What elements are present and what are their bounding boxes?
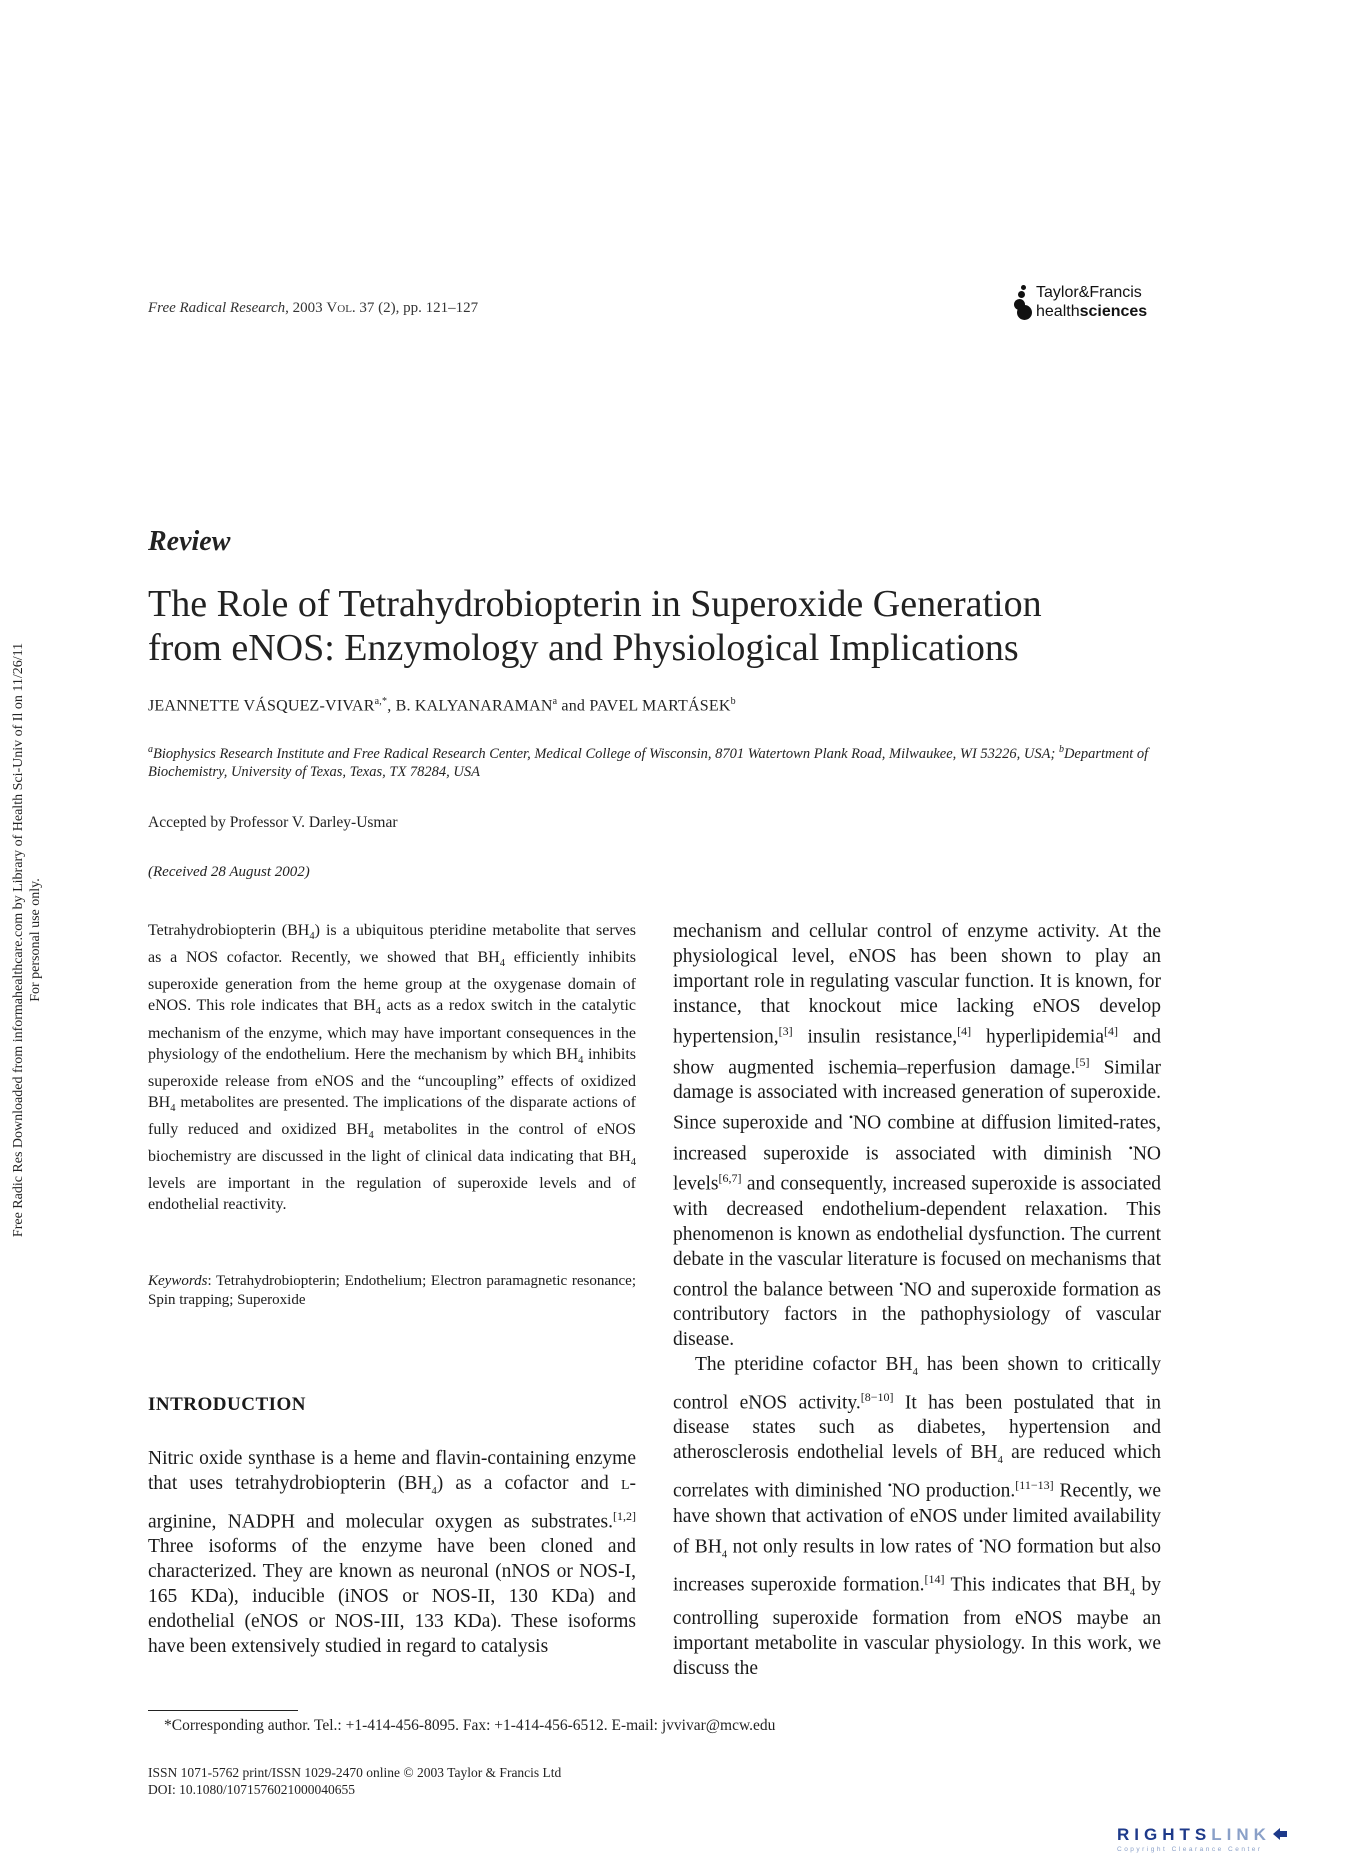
citation-ref[interactable]: [4]	[957, 1024, 972, 1038]
received-date: (Received 28 August 2002)	[148, 864, 310, 880]
publisher-name: Taylor&Francis	[1036, 284, 1142, 301]
citation-ref[interactable]: [3]	[778, 1024, 793, 1038]
citation-ref[interactable]: [4]	[1104, 1024, 1119, 1038]
paper-title-line-2: from eNOS: Enzymology and Physiological Implications	[148, 627, 1019, 669]
accepted-by: Accepted by Professor V. Darley-Usmar	[148, 814, 398, 831]
journal-name: Free Radical Research	[148, 300, 286, 316]
rightslink-arrow-icon	[1271, 1826, 1289, 1842]
citation-ref[interactable]: [6,7]	[718, 1171, 742, 1185]
paper-title	[148, 582, 1188, 670]
publisher-logo	[1014, 283, 1194, 323]
keywords: Keywords: Tetrahydrobiopterin; Endothelium; Electron paramagnetic resonance; Spin trapping; Superoxide	[148, 1273, 636, 1308]
author-2: , B. KALYANARAMAN	[387, 697, 553, 715]
publisher-division: healthsciences	[1036, 303, 1148, 320]
citation-ref[interactable]: [5]	[1075, 1054, 1090, 1069]
journal-volume-pages: . 37 (2), pp. 121–127	[351, 300, 479, 316]
paragraph-pteridine: The pteridine cofactor $BH_4$ has been shown to critically control eNOS activity.[8−10] It has been postulated that in disease states such as diabetes, hypertension and atherosclerosis endothelial levels of $BH_4$ are reduced which correlates with diminished •NO production.[11−13] Recently, we have shown that activation of eNOS under limited availability of $BH_4$ not only results in low rates of •NO formation but also increases superoxide formation.[14] This indicates that $BH_4$ by controlling superoxide formation from eNOS maybe an important metabolite in vascular physiology. In this work, we discuss the	[673, 1354, 1162, 1679]
doi-line[interactable]: DOI: 10.1080/1071576021000040655	[148, 1782, 355, 1797]
footnote-rule	[148, 1710, 298, 1711]
author-3: and PAVEL MARTÁSEK	[557, 697, 731, 715]
abstract: Tetrahydrobiopterin $(BH_4)$ is a ubiquitous pteridine metabolite that serves as a NOS cofactor. Recently, we showed that $BH_4$ efficiently inhibits superoxide generation from the heme group at the oxygenase domain of eNOS. This role indicates that $BH_4$ acts as a redox switch in the catalytic mechanism of the enzyme, which may have important consequences in the physiology of the endothelium. Here the mechanism by which $BH_4$ inhibits superoxide release from eNOS and the “uncoupling” effects of oxidized $BH_4$ metabolites are presented. The implications of the disparate actions of fully reduced and oxidized $BH_4$ metabolites in the control of eNOS biochemistry are discussed in the light of clinical data indicating that $BH_4$ levels are important in the regulation of superoxide levels and of endothelial reactivity.	[148, 922, 637, 1214]
download-watermark: Free Radic Res Downloaded from informahealthcare.com by Library of Health Sci-Univ of Il on 11/26/11 For personal use only.	[11, 642, 43, 1238]
journal-citation	[148, 300, 478, 317]
corresponding-author-footnote: *Corresponding author. Tel.: +1-414-456-8095. Fax: +1-414-456-6512. E-mail: jvvivar@mcw.edu	[164, 1717, 776, 1734]
affiliations: $^a$Biophysics Research Institute and Free Radical Research Center, Medical College of Wisconsin, 8701 Watertown Plank Road, Milwaukee, WI 53226, USA; $^b$Department of Biochemistry, University of Texas, Texas, TX 78284, USA	[148, 744, 1149, 780]
citation-ref[interactable]: [14]	[924, 1572, 945, 1587]
author-list: JEANNETTE VÁSQUEZ-$VIVAR^{a,*}$, B. KALYANARAMAN$^a$ and PAVEL MARTÁSEK$^b$	[148, 696, 736, 715]
paper-title-line-1: The Role of Tetrahydrobiopterin in Superoxide Generation	[148, 583, 1042, 625]
citation-ref[interactable]: [1,2]	[613, 1508, 636, 1523]
issn-doi	[148, 1764, 561, 1798]
paragraph-continued: mechanism and cellular control of enzyme activity. At the physiological level, eNOS has been shown to play an important role in regulating vascular function. It is known, for instance, that knockout mice lacking eNOS develop hypertension,[3] insulin resistance,[4] hyperlipidemia[4] and show augmented ischemia–reperfusion damage.[5] Similar damage is associated with increased generation of superoxide. Since superoxide and •NO combine at diffusion limited-rates, increased superoxide is associated with diminish •NO levels[6,7] and consequently, increased superoxide is associated with decreased endothelium-dependent relaxation. This phenomenon is known as endothelial dysfunction. The current debate in the vascular literature is focused on mechanisms that control the balance between •NO and superoxide formation as contributory factors in the pathophysiology of vascular disease.	[673, 921, 1162, 1350]
journal-year: , 2003	[285, 300, 327, 316]
journal-vol-label: Vol	[326, 300, 352, 316]
rightslink-logo[interactable]: RIGHTSLINK Copyright Clearance Center	[1117, 1825, 1289, 1853]
introduction-heading: INTRODUCTION	[148, 1394, 307, 1415]
body-right-column	[673, 919, 1161, 1681]
author-1: JEANNETTE VÁSQUEZ-VIVAR	[148, 697, 375, 715]
section-label: Review	[148, 526, 231, 557]
citation-ref[interactable]: [8−10]	[860, 1389, 894, 1404]
publisher-dots-icon	[1014, 285, 1034, 321]
issn-line: ISSN 1071-5762 print/ISSN 1029-2470 online © 2003 Taylor & Francis Ltd	[148, 1765, 562, 1780]
introduction-paragraph: Nitric oxide synthase is a heme and flavin-containing enzyme that uses tetrahydrobiopterin $(BH_4)$ as a cofactor and l-arginine, NADPH and molecular oxygen as substrates.[1,2] Three isoforms of the enzyme have been cloned and characterized. They are known as neuronal (nNOS or NOS-I, 165 KDa), inducible (iNOS or NOS-II, 130 KDa) and endothelial (eNOS or NOS-III, 133 KDa). These isoforms have been extensively studied in regard to catalysis	[148, 1448, 636, 1658]
citation-ref[interactable]: [11−13]	[1015, 1478, 1054, 1493]
